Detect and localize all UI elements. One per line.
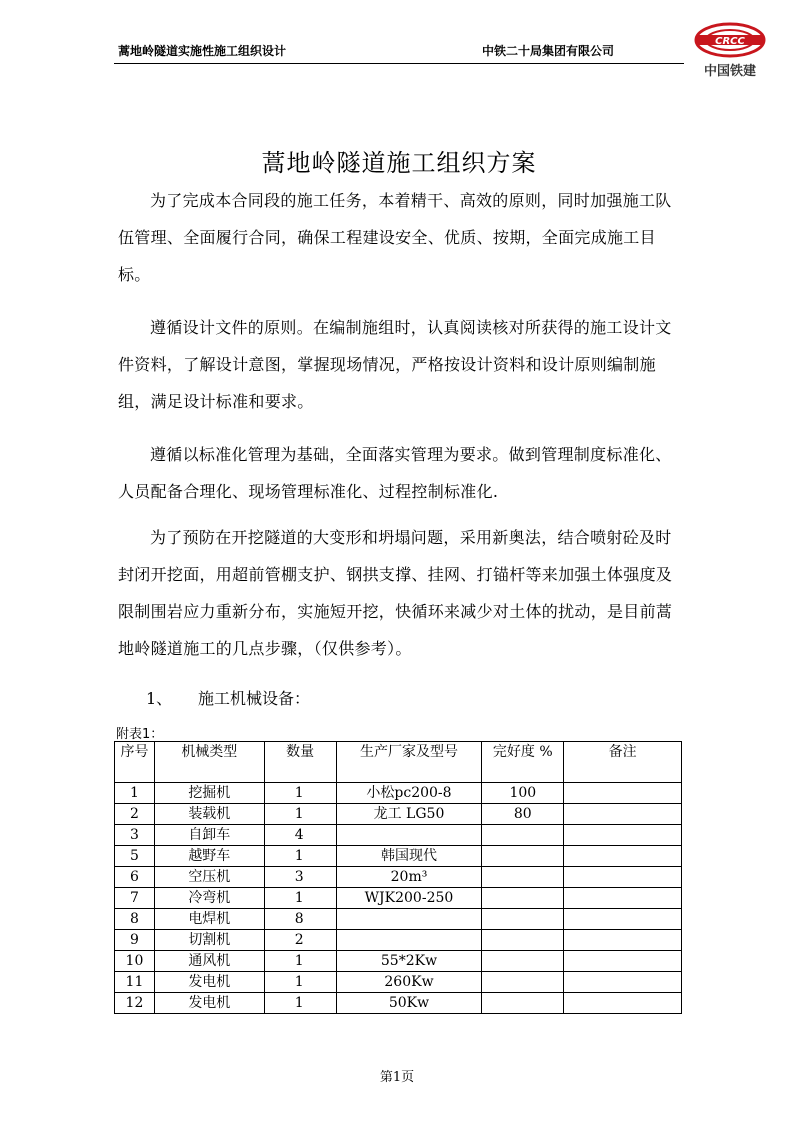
page-title: 蒿地岭隧道施工组织方案 [261,149,537,177]
cell-quantity: 1 [264,951,336,972]
section-label: 施工机械设备： [198,689,311,708]
table-row [115,825,682,846]
cell-index: 1 [115,783,155,804]
cell-manufacturer-model [336,930,482,951]
cell-manufacturer-model: 50Kw [336,993,482,1014]
crcc-logo-icon [690,20,770,60]
cell-machine-type: 自卸车 [154,825,264,846]
paragraph-2: 遵循设计文件的原则。在编制施组时，认真阅读核对所获得的施工设计文件资料，了解设计意图，掌握现场情况，严格按设计资料和设计原则编制施组，满足设计标准和要求。 [118,318,672,411]
cell-machine-type: 装载机 [154,804,264,825]
cell-index: 7 [115,888,155,909]
cell-remarks [564,804,682,825]
crcc-logo [690,20,770,82]
cell-condition [482,867,564,888]
cell-remarks [564,888,682,909]
cell-quantity: 8 [264,909,336,930]
section-heading [146,686,310,709]
header-divider [114,63,684,64]
header-manufacturer-model: 生产厂家及型号 [336,742,482,783]
cell-quantity: 1 [264,972,336,993]
page-number: 第1页 [379,1070,415,1085]
cell-machine-type: 挖掘机 [154,783,264,804]
table-row [115,993,682,1014]
cell-remarks [564,846,682,867]
cell-machine-type: 通风机 [154,951,264,972]
cell-manufacturer-model: 55*2Kw [336,951,482,972]
logo-mark: CRCC [715,36,745,47]
cell-machine-type: 电焊机 [154,909,264,930]
cell-index: 6 [115,867,155,888]
table-row [115,930,682,951]
cell-condition: 100 [482,783,564,804]
cell-condition [482,930,564,951]
cell-machine-type: 发电机 [154,993,264,1014]
cell-condition [482,909,564,930]
section-number: 1、 [146,689,173,708]
cell-manufacturer-model: 韩国现代 [336,846,482,867]
cell-remarks [564,951,682,972]
header-document-title: 蒿地岭隧道实施性施工组织设计 [118,44,287,58]
table-row [115,804,682,825]
paragraph-4: 为了预防在开挖隧道的大变形和坍塌问题，采用新奥法，结合喷射砼及时封闭开挖面，用超前管棚支护、钢拱支撑、挂网、打锚杆等来加强土体强度及限制围岩应力重新分布，实施短开挖，快循环来减少对土体的扰动，是目前蒿地岭隧道施工的几点步骤，（仅供参考）。 [118,528,673,658]
cell-manufacturer-model [336,909,482,930]
cell-quantity: 1 [264,993,336,1014]
cell-quantity: 1 [264,804,336,825]
equipment-table [114,741,682,1014]
cell-machine-type: 冷弯机 [154,888,264,909]
table-row [115,888,682,909]
header-remarks: 备注 [564,742,682,783]
cell-manufacturer-model: 小松pc200-8 [336,783,482,804]
table-row [115,846,682,867]
cell-manufacturer-model: 龙工 LG50 [336,804,482,825]
cell-quantity: 3 [264,867,336,888]
table-row [115,783,682,804]
header-company-name: 中铁二十局集团有限公司 [482,44,615,58]
cell-remarks [564,825,682,846]
table-row [115,909,682,930]
table-row [115,867,682,888]
cell-remarks [564,783,682,804]
cell-index: 10 [115,951,155,972]
cell-machine-type: 切割机 [154,930,264,951]
cell-remarks [564,930,682,951]
cell-remarks [564,867,682,888]
paragraph-3: 遵循以标准化管理为基础，全面落实管理为要求。做到管理制度标准化、人员配备合理化、现场管理标准化、过程控制标准化. [118,445,672,501]
table-caption: 附表1： [116,727,164,742]
cell-index: 12 [115,993,155,1014]
cell-condition [482,972,564,993]
cell-condition: 80 [482,804,564,825]
cell-index: 11 [115,972,155,993]
cell-remarks [564,993,682,1014]
cell-condition [482,888,564,909]
cell-quantity: 1 [264,783,336,804]
cell-machine-type: 越野车 [154,846,264,867]
cell-manufacturer-model: WJK200-250 [336,888,482,909]
cell-quantity: 1 [264,888,336,909]
header-index: 序号 [115,742,155,783]
cell-manufacturer-model [336,825,482,846]
cell-remarks [564,972,682,993]
table-row [115,951,682,972]
cell-manufacturer-model: 260Kw [336,972,482,993]
table-row [115,972,682,993]
header-quantity: 数量 [264,742,336,783]
cell-quantity: 4 [264,825,336,846]
cell-index: 8 [115,909,155,930]
cell-condition [482,846,564,867]
cell-index: 3 [115,825,155,846]
cell-remarks [564,909,682,930]
cell-index: 5 [115,846,155,867]
cell-index: 2 [115,804,155,825]
cell-manufacturer-model: 20m³ [336,867,482,888]
cell-condition [482,993,564,1014]
cell-condition [482,825,564,846]
cell-index: 9 [115,930,155,951]
header-condition: 完好度 % [482,742,564,783]
cell-machine-type: 空压机 [154,867,264,888]
cell-quantity: 2 [264,930,336,951]
table-header-row [115,742,682,783]
logo-text: 中国铁建 [703,64,756,79]
cell-condition [482,951,564,972]
paragraph-1: 为了完成本合同段的施工任务，本着精干、高效的原则，同时加强施工队伍管理、全面履行合同，确保工程建设安全、优质、按期，全面完成施工目标。 [118,191,672,284]
cell-machine-type: 发电机 [154,972,264,993]
header-machine-type: 机械类型 [154,742,264,783]
cell-quantity: 1 [264,846,336,867]
